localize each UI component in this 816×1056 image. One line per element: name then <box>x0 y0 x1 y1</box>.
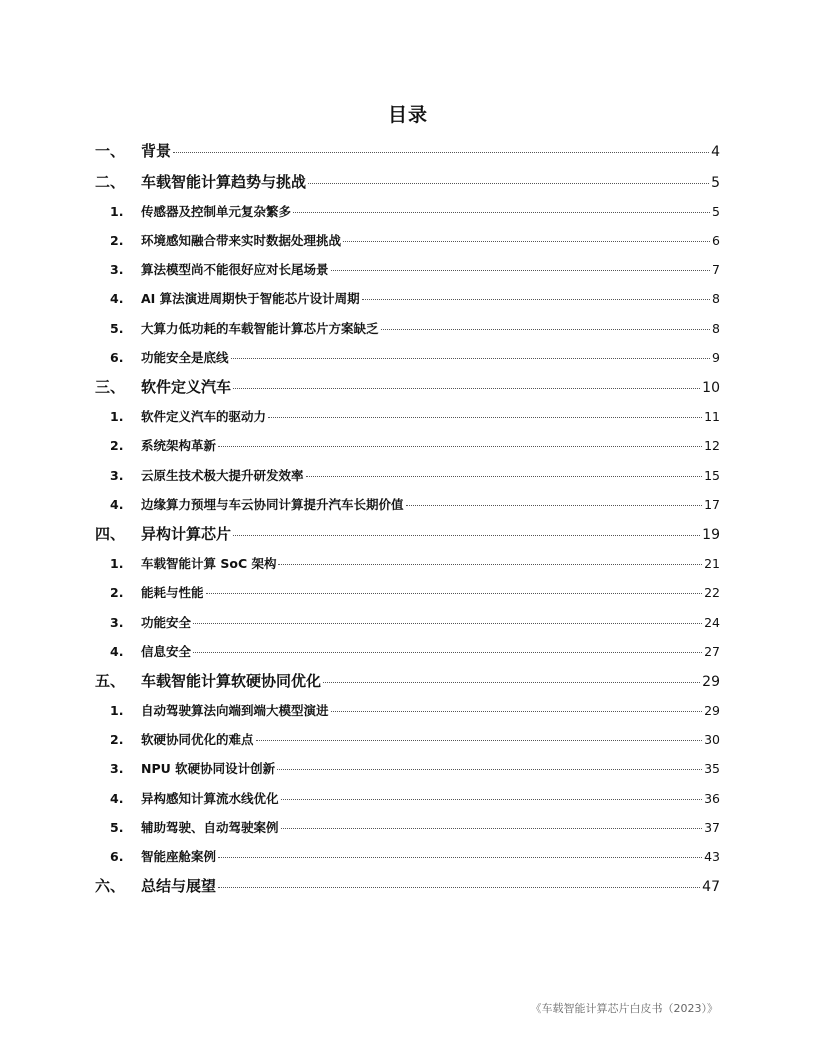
toc-entry-number: 3. <box>110 614 124 630</box>
toc-entry-page-number: 27 <box>704 643 720 659</box>
toc-entry-number: 一、 <box>95 142 126 160</box>
toc-entry-number: 3. <box>110 467 124 483</box>
toc-entry-title: 传感器及控制单元复杂繁多 <box>141 204 292 220</box>
toc-section-entry[interactable] <box>95 549 720 578</box>
toc-dot-leader <box>218 446 702 447</box>
toc-entry-number: 6. <box>110 349 124 365</box>
toc-chapter-entry[interactable] <box>95 372 720 403</box>
toc-dot-leader <box>277 769 702 770</box>
toc-section-entry[interactable] <box>95 431 720 460</box>
toc-entry-number: 二、 <box>95 172 126 191</box>
toc-entry-number: 2. <box>110 438 124 454</box>
toc-dot-leader <box>278 564 702 565</box>
toc-section-entry[interactable] <box>95 754 720 783</box>
toc-entry-page-number: 35 <box>704 761 720 777</box>
toc-section-entry[interactable] <box>95 402 720 431</box>
toc-entry-page-number: 17 <box>704 496 720 512</box>
toc-entry-number: 6. <box>110 848 124 864</box>
page-title: 目录 <box>387 104 428 126</box>
toc-chapter-entry[interactable] <box>95 136 720 167</box>
toc-section-entry[interactable] <box>95 343 720 372</box>
toc-entry-page-number: 21 <box>704 556 720 572</box>
toc-entry-title: 异构计算芯片 <box>141 524 232 543</box>
toc-entry-page-number: 6 <box>712 233 720 249</box>
toc-entry-title: 车载智能计算 SoC 架构 <box>141 556 277 572</box>
toc-entry-page-number: 47 <box>702 878 720 895</box>
toc-section-entry[interactable] <box>95 696 720 725</box>
toc-dot-leader <box>331 711 703 712</box>
toc-dot-leader <box>306 476 703 477</box>
toc-entry-page-number: 12 <box>704 438 720 454</box>
toc-entry-title: 能耗与性能 <box>141 585 204 601</box>
toc-dot-leader <box>256 740 703 741</box>
toc-section-entry[interactable] <box>95 784 720 813</box>
toc-entry-number: 1. <box>110 409 124 425</box>
toc-section-entry[interactable] <box>95 314 720 343</box>
toc-section-entry[interactable] <box>95 842 720 871</box>
toc-entry-title: 边缘算力预埋与车云协同计算提升汽车长期价值 <box>141 496 404 512</box>
toc-entry-title: 车载智能计算软硬协同优化 <box>141 671 322 690</box>
toc-section-entry[interactable] <box>95 461 720 490</box>
toc-entry-title: 云原生技术极大提升研发效率 <box>141 467 304 483</box>
toc-dot-leader <box>362 299 710 300</box>
toc-chapter-entry[interactable] <box>95 871 720 902</box>
toc-dot-leader <box>231 358 711 359</box>
toc-section-entry[interactable] <box>95 578 720 607</box>
toc-dot-leader <box>308 183 709 184</box>
toc-entry-title: 功能安全 <box>141 614 192 630</box>
toc-entry-number: 三、 <box>95 377 126 396</box>
toc-entry-number: 3. <box>110 761 124 777</box>
toc-section-entry[interactable] <box>95 637 720 666</box>
toc-entry-number: 3. <box>110 262 124 278</box>
toc-section-entry[interactable] <box>95 608 720 637</box>
toc-dot-leader <box>293 212 710 213</box>
toc-entry-page-number: 19 <box>702 526 720 543</box>
toc-entry-title: 车载智能计算趋势与挑战 <box>141 172 307 191</box>
toc-section-entry[interactable] <box>95 813 720 842</box>
toc-entry-page-number: 5 <box>711 174 720 191</box>
toc-entry-title: 总结与展望 <box>141 876 217 895</box>
toc-section-entry[interactable] <box>95 284 720 313</box>
toc-entry-title: 软件定义汽车的驱动力 <box>141 409 267 425</box>
toc-entry-title: AI 算法演进周期快于智能芯片设计周期 <box>141 291 360 307</box>
toc-entry-page-number: 37 <box>704 819 720 835</box>
toc-entry-number: 4. <box>110 643 124 659</box>
toc-entry-page-number: 43 <box>704 848 720 864</box>
toc-section-entry[interactable] <box>95 226 720 255</box>
toc-dot-leader <box>218 887 700 888</box>
table-of-contents <box>95 136 720 901</box>
toc-entry-page-number: 4 <box>711 144 720 160</box>
toc-dot-leader <box>281 799 703 800</box>
toc-entry-page-number: 22 <box>704 585 720 601</box>
toc-section-entry[interactable] <box>95 197 720 226</box>
toc-entry-number: 四、 <box>95 524 126 543</box>
toc-entry-number: 六、 <box>95 876 126 895</box>
toc-section-entry[interactable] <box>95 490 720 519</box>
toc-entry-page-number: 36 <box>704 790 720 806</box>
toc-dot-leader <box>193 623 702 624</box>
toc-entry-number: 五、 <box>95 671 126 690</box>
toc-chapter-entry[interactable] <box>95 167 720 198</box>
toc-dot-leader <box>206 593 703 594</box>
toc-entry-page-number: 30 <box>704 732 720 748</box>
toc-entry-page-number: 8 <box>712 320 720 336</box>
toc-entry-title: NPU 软硬协同设计创新 <box>141 761 276 777</box>
toc-entry-page-number: 15 <box>704 467 720 483</box>
toc-entry-title: 算法模型尚不能很好应对长尾场景 <box>141 262 329 278</box>
toc-dot-leader <box>331 270 711 271</box>
toc-dot-leader <box>268 417 702 418</box>
toc-entry-title: 大算力低功耗的车载智能计算芯片方案缺乏 <box>141 320 379 336</box>
toc-entry-number: 5. <box>110 819 124 835</box>
toc-entry-title: 辅助驾驶、自动驾驶案例 <box>141 819 279 835</box>
toc-dot-leader <box>281 828 703 829</box>
toc-entry-page-number: 8 <box>712 291 720 307</box>
toc-entry-number: 5. <box>110 320 124 336</box>
toc-dot-leader <box>233 388 700 389</box>
toc-entry-number: 4. <box>110 291 124 307</box>
toc-entry-number: 1. <box>110 556 124 572</box>
toc-entry-page-number: 29 <box>704 703 720 719</box>
toc-entry-number: 1. <box>110 703 124 719</box>
toc-dot-leader <box>323 682 700 683</box>
toc-entry-number: 4. <box>110 790 124 806</box>
toc-dot-leader <box>381 329 711 330</box>
toc-entry-page-number: 11 <box>704 409 720 425</box>
toc-entry-number: 1. <box>110 204 124 220</box>
toc-chapter-entry[interactable] <box>95 519 720 550</box>
toc-section-entry[interactable] <box>95 255 720 284</box>
toc-dot-leader <box>218 857 702 858</box>
toc-entry-title: 软件定义汽车 <box>141 377 232 396</box>
toc-dot-leader <box>343 241 710 242</box>
toc-entry-number: 4. <box>110 496 124 512</box>
toc-entry-title: 系统架构革新 <box>141 438 217 454</box>
toc-entry-title: 环境感知融合带来实时数据处理挑战 <box>141 233 342 249</box>
toc-entry-page-number: 24 <box>704 614 720 630</box>
toc-entry-number: 2. <box>110 732 124 748</box>
toc-entry-title: 功能安全是底线 <box>141 349 229 365</box>
toc-dot-leader <box>173 152 709 153</box>
toc-section-entry[interactable] <box>95 725 720 754</box>
toc-entry-page-number: 5 <box>712 204 720 220</box>
toc-entry-title: 自动驾驶算法向端到端大模型演进 <box>141 703 329 719</box>
toc-entry-number: 2. <box>110 585 124 601</box>
toc-chapter-entry[interactable] <box>95 666 720 697</box>
toc-entry-page-number: 10 <box>702 379 720 396</box>
toc-entry-title: 软硬协同优化的难点 <box>141 732 254 748</box>
toc-entry-page-number: 9 <box>712 349 720 365</box>
toc-entry-number: 2. <box>110 233 124 249</box>
toc-dot-leader <box>233 535 700 536</box>
toc-entry-title: 智能座舱案例 <box>141 848 217 864</box>
toc-entry-title: 背景 <box>141 142 172 160</box>
toc-entry-title: 异构感知计算流水线优化 <box>141 790 279 806</box>
toc-dot-leader <box>193 652 702 653</box>
footer-document-title: 《车载智能计算芯片白皮书（2023）》 <box>530 1002 718 1015</box>
toc-entry-page-number: 7 <box>712 262 720 278</box>
toc-dot-leader <box>406 505 703 506</box>
toc-entry-title: 信息安全 <box>141 643 192 659</box>
toc-entry-page-number: 29 <box>702 673 720 690</box>
